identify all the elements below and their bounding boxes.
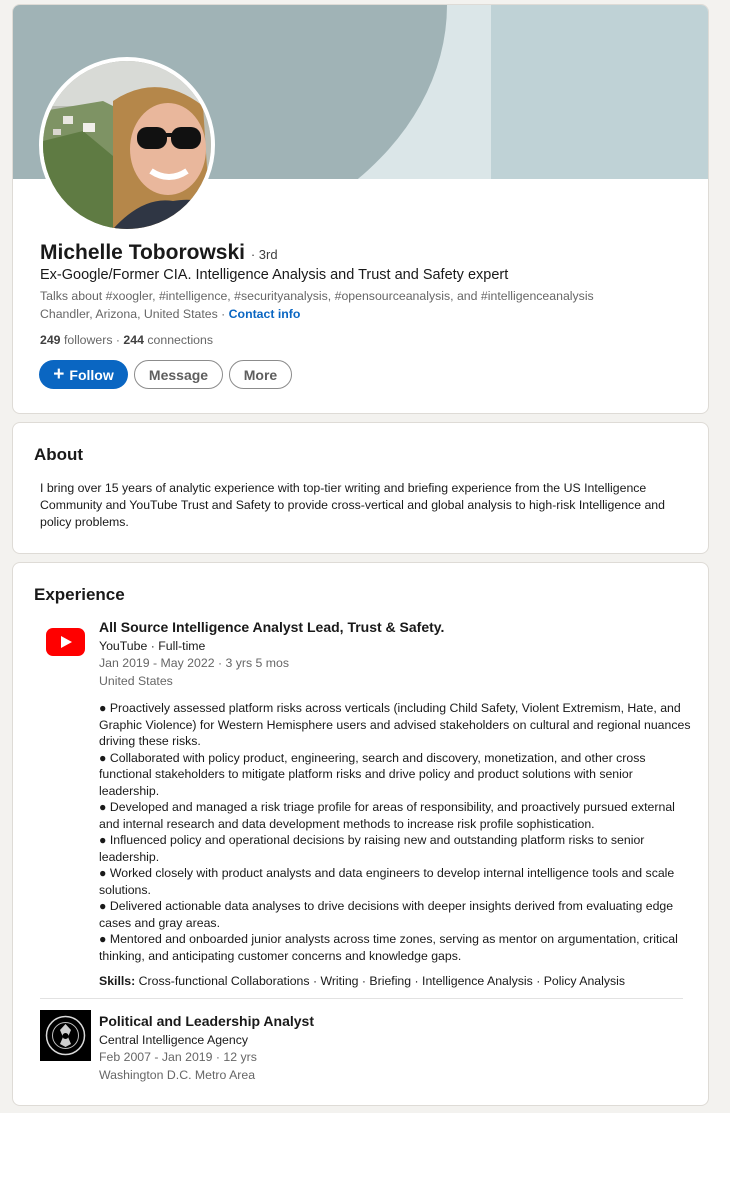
- location-separator: ·: [217, 307, 229, 321]
- youtube-logo-icon[interactable]: [46, 628, 85, 656]
- divider: [40, 998, 683, 999]
- profile-headline: Ex-Google/Former CIA. Intelligence Analysis and Trust and Safety expert: [40, 267, 509, 283]
- experience-title: Experience: [34, 585, 125, 604]
- connections-count: 244: [123, 333, 144, 347]
- job-skills: [99, 974, 625, 988]
- talks-about: Talks about #xoogler, #intelligence, #securityanalysis, #opensourceanalysis, and #intelligenceanalysis: [40, 289, 594, 303]
- connections-label: connections: [147, 333, 214, 347]
- job-dates: Feb 2007 - Jan 2019 · 12 yrs: [99, 1050, 257, 1064]
- about-text: I bring over 15 years of analytic experience with top-tier writing and briefing experience from the US Intelligence Community and YouTube Trust and Safety to provide cross-vertical and global analysis to high-risk Intelligence and policy problems.: [40, 481, 665, 529]
- job-bullet: ● Mentored and onboarded junior analysts across time zones, serving as mentor on argumentation, critical thinking, and anticipating customer concerns and knowledge gaps.: [99, 932, 678, 963]
- followers-label: followers: [63, 333, 113, 347]
- job-location: United States: [99, 674, 173, 688]
- job-dates: Jan 2019 - May 2022 · 3 yrs 5 mos: [99, 656, 290, 670]
- skills-list: Cross-functional Collaborations · Writing · Briefing · Intelligence Analysis · Policy Analysis: [138, 974, 626, 988]
- location-text: Chandler, Arizona, United States: [40, 307, 218, 321]
- job-title[interactable]: All Source Intelligence Analyst Lead, Trust & Safety.: [99, 619, 445, 635]
- job-description: [99, 700, 691, 964]
- follow-label: Follow: [69, 366, 114, 383]
- profile-location: [40, 307, 300, 321]
- job-company: Central Intelligence Agency: [99, 1033, 249, 1047]
- job-bullet: ● Worked closely with product analysts and data engineers to develop internal intelligence tools and scale solutions.: [99, 866, 675, 897]
- contact-info-link[interactable]: Contact info: [228, 307, 301, 321]
- job-company: YouTube · Full-time: [99, 639, 206, 653]
- about-card: [12, 422, 709, 554]
- job-bullet: ● Proactively assessed platform risks across verticals (including Child Safety, Violent Extremism, Hate, and Graphic Violence) for Western Hemisphere users and advised stakeholders on cultural and regional nuances driving these risks.: [99, 701, 691, 748]
- message-button[interactable]: Message: [134, 360, 223, 389]
- job-title[interactable]: Political and Leadership Analyst: [99, 1013, 314, 1029]
- skills-label: Skills:: [99, 974, 136, 988]
- more-button[interactable]: More: [229, 360, 292, 389]
- follow-button[interactable]: [39, 360, 128, 389]
- followers-count: 249: [40, 333, 61, 347]
- about-title: About: [34, 445, 84, 464]
- cia-seal-icon[interactable]: [40, 1010, 91, 1061]
- profile-card: [12, 4, 709, 414]
- job-bullet: ● Influenced policy and operational decisions by raising new and outstanding platform risks to senior leadership.: [99, 833, 645, 864]
- job-location: Washington D.C. Metro Area: [99, 1068, 256, 1082]
- experience-card: [12, 562, 709, 1106]
- plus-icon: +: [53, 364, 65, 385]
- job-bullet: ● Delivered actionable data analyses to drive decisions with deeper insights derived from evaluating edge cases and gray areas.: [99, 899, 674, 930]
- avatar[interactable]: [39, 57, 215, 233]
- job-bullet: ● Developed and managed a risk triage profile for areas of responsibility, and proactively pursued external and internal research and data development methods to increase risk profile sophistication.: [99, 800, 675, 831]
- network-counts: [40, 333, 213, 347]
- job-bullet: ● Collaborated with policy product, engineering, search and discovery, monetization, and other cross functional stakeholders to mitigate platform risks and drive policy and product solutions with senior leadership.: [99, 750, 646, 798]
- profile-name: Michelle Toborowski · 3rd: [40, 241, 278, 264]
- connections-separator: ·: [115, 333, 124, 347]
- connection-degree: · 3rd: [250, 247, 278, 262]
